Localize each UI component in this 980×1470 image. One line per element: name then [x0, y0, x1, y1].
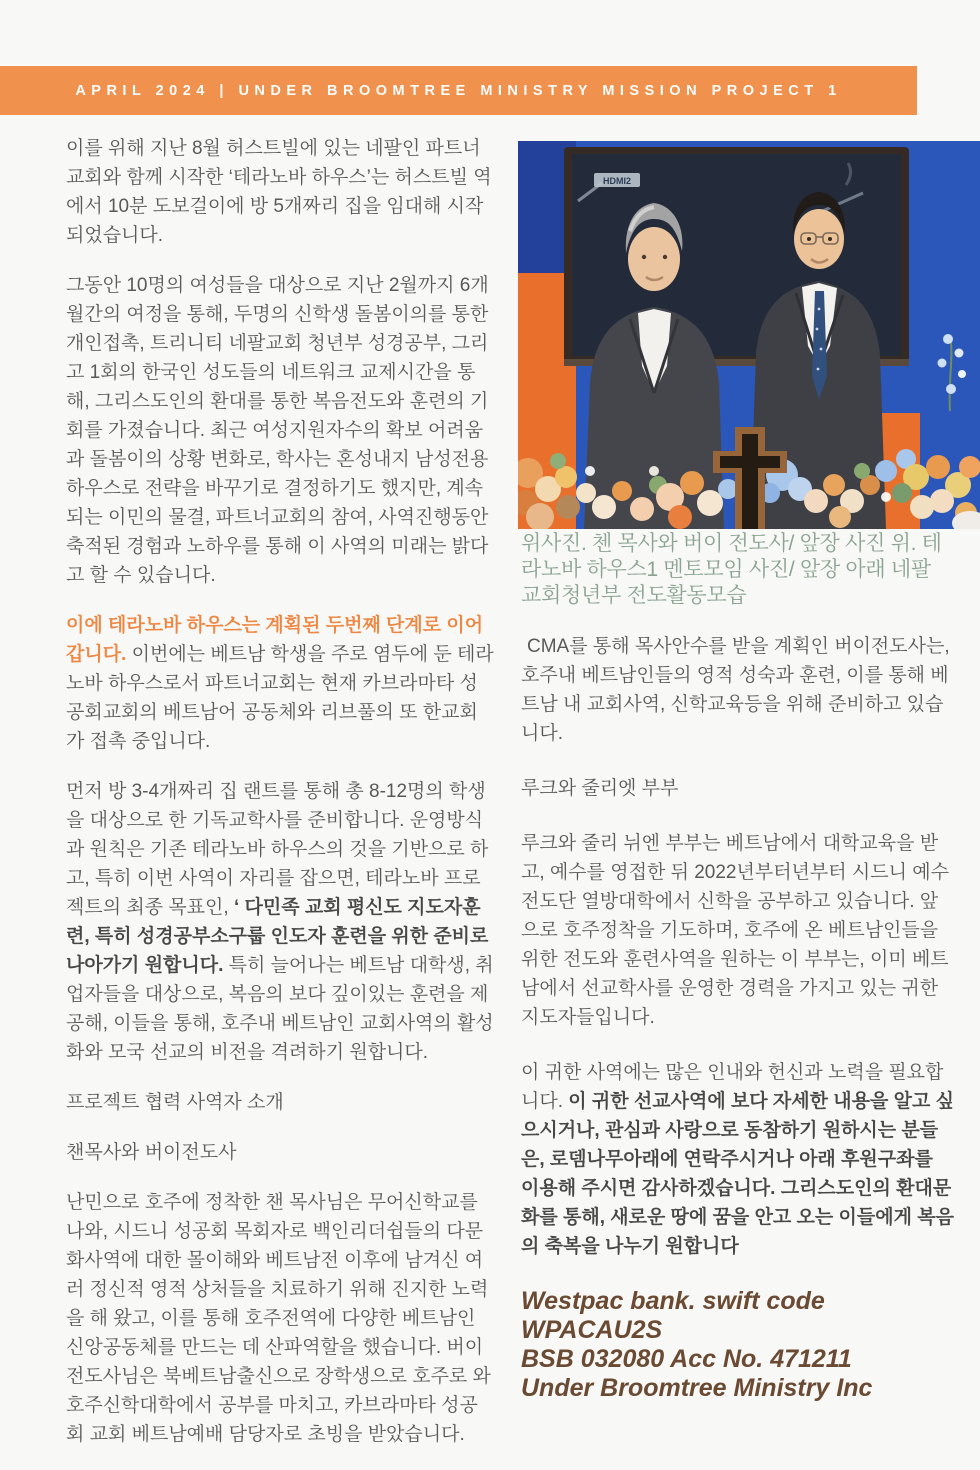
bank-account-name-line: Under Broomtree Ministry Inc [521, 1374, 873, 1402]
photo-illustration [518, 141, 980, 529]
bank-swift-line: Westpac bank. swift code WPACAU2S [521, 1287, 825, 1344]
paragraph-text: 먼저 방 3-4개짜리 집 랜트를 통해 총 8-12명의 학생을 대상으로 한 기독교학사를 준비합니다. 운영방식과 원칙은 기존 테라노바 하우스의 것을 기반으로 하고, 특히 이번 사역이 자리를 잡으면, 테라노바 프로젝트의 최종 목표인, [66, 781, 489, 918]
right-column [521, 531, 955, 1403]
paragraph-text: 특히 늘어나는 베트남 대학생, 취업자들을 대상으로, 복음의 보다 깊이있는 훈련을 제공해, 이들을 통해, 호주내 베트남인 교회사역의 활성화와 모국 선교의 비전을 격려하기 원합니다. [66, 955, 494, 1063]
hdmi-input-label: HDMI2 [602, 176, 632, 186]
bold-appeal-text: 이 귀한 선교사역에 보다 자세한 내용을 알고 싶으시거나, 관심과 사랑으로 동참하기 원하시는 분들은, 로뎀나무아래에 연락주시거나 아래 후원구좌를 이용해 주시면 감사하겠습니다. 그리스도인의 환대문화를 통해, 새로운 땅에 꿈을 안고 오는 이들에게 복음의 축복을 나누기 원합니다 [521, 1091, 954, 1257]
paragraph-next-phase [66, 611, 496, 756]
header-banner [0, 66, 917, 115]
left-column [66, 134, 496, 1470]
banner-title: APRIL 2024 | UNDER BROOMTREE MINISTRY MISSION PROJECT 1 [75, 82, 842, 99]
subheading-project-partners: 프로젝트 협력 사역자 소개 [66, 1092, 284, 1113]
subheading-luke-juliet: 루크와 줄리엣 부부 [521, 778, 679, 799]
paragraph-text: 이번에는 베트남 학생을 주로 염두에 둔 테라노바 하우스로서 파트너교회는 현재 카브라마타 성공회교회의 베트남어 공동체와 리브풀의 또 한교회가 접촉 중입니다. [66, 644, 494, 752]
paragraph-intro: 이를 위해 지난 8월 허스트빌에 있는 네팔인 파트너교회와 함께 시작한 ‘테라노바 하우스’는 허스트빌 역에서 10분 도보걸이에 방 5개짜리 집을 임대해 시작되었습니다. [66, 138, 492, 246]
paragraph-history: 그동안 10명의 여성들을 대상으로 지난 2월까지 6개월간의 여정을 통해, 두명의 신학생 돌봄이의를 통한 개인접촉, 트리니티 네팔교회 청년부 성경공부, 그리고 1회의 한국인 성도들의 네트워크 교제시간을 통해, 그리스도인의 환대를 통한 복음전도와 훈련의 기회를 가졌습니다. 최근 여성지원자수의 확보 어려움과 돌봄이의 상황 변화로, 학사는 혼성내지 남성전용 하우스로 전략을 바꾸기로 결정하기도 했지만, 계속되는 이민의 물결, 파트너교회의 참여, 사역진행동안 축적된 경험과 노하우를 통해 이 사역의 미래는 밝다고 할 수 있습니다. [66, 275, 489, 586]
bold-goal-text: ‘ 다민족 교회 평신도 지도자훈련, 특히 성경공부소구룹 인도자 훈련을 위한 준비로 나아가기 원합니다. [66, 897, 489, 976]
paragraph-luke-juliet-bio: 루크와 줄리 뉘엔 부부는 베트남에서 대학교육을 받고, 예수를 영접한 뒤 2022년부터년부터 시드니 예수전도단 열방대학에서 신학을 공부하고 있습니다. 앞으로 호주정착을 기도하며, 호주에 온 베트남인들을 위한 전도와 훈련사역을 원하는 이 부부는, 이미 베트남에서 선교학사를 운영한 경력을 가지고 있는 귀한 지도자들입니다. [521, 833, 949, 1028]
subheading-chan-and-vui: 챈목사와 버이전도사 [66, 1142, 237, 1163]
paragraph-plan [66, 777, 496, 1067]
paragraph-text: 이 귀한 사역에는 많은 인내와 헌신과 노력을 필요합니다. [521, 1062, 944, 1112]
paragraph-vui-plan: CMA를 통해 목사안수를 받을 계획인 버이전도사는, 호주내 베트남인들의 영적 성숙과 훈련, 이를 통해 베트남 내 교회사역, 신학교육등을 위해 준비하고 있습니다. [521, 636, 950, 744]
paragraph-chan-bio: 난민으로 호주에 정착한 챈 목사님은 무어신학교를 나와, 시드니 성공회 목회자로 백인리더쉽들의 다문화사역에 대한 몰이해와 베트남전 이후에 남겨신 여러 정신적 영적 상처들을 치료하기 위해 진지한 노력을 해 왔고, 이를 통해 호주전역에 다양한 베트남인 신앙공동체를 만드는 데 산파역할을 했습니다. 버이 전도사님은 북베트남출신으로 장학생으로 호주로 와 호주신학대학에서 공부를 마치고, 카브라마타 성공회 교회 베트남예배 담당자로 초빙을 받았습니다. [66, 1192, 491, 1445]
photo-caption: 위사진. 첸 목사와 버이 전도사/ 앞장 사진 위. 테라노바 하우스1 멘토모임 사진/ 앞장 아래 네팔 교회청년부 전도활동모습 [521, 532, 942, 607]
highlight-text: 이에 테라노바 하우스는 계획된 두번째 단계로 이어갑니다. [66, 615, 484, 665]
bank-bsb-account-line: BSB 032080 Acc No. 471211 [521, 1345, 852, 1373]
paragraph-appeal [521, 1058, 955, 1261]
photo-chen-and-vui [518, 141, 980, 529]
